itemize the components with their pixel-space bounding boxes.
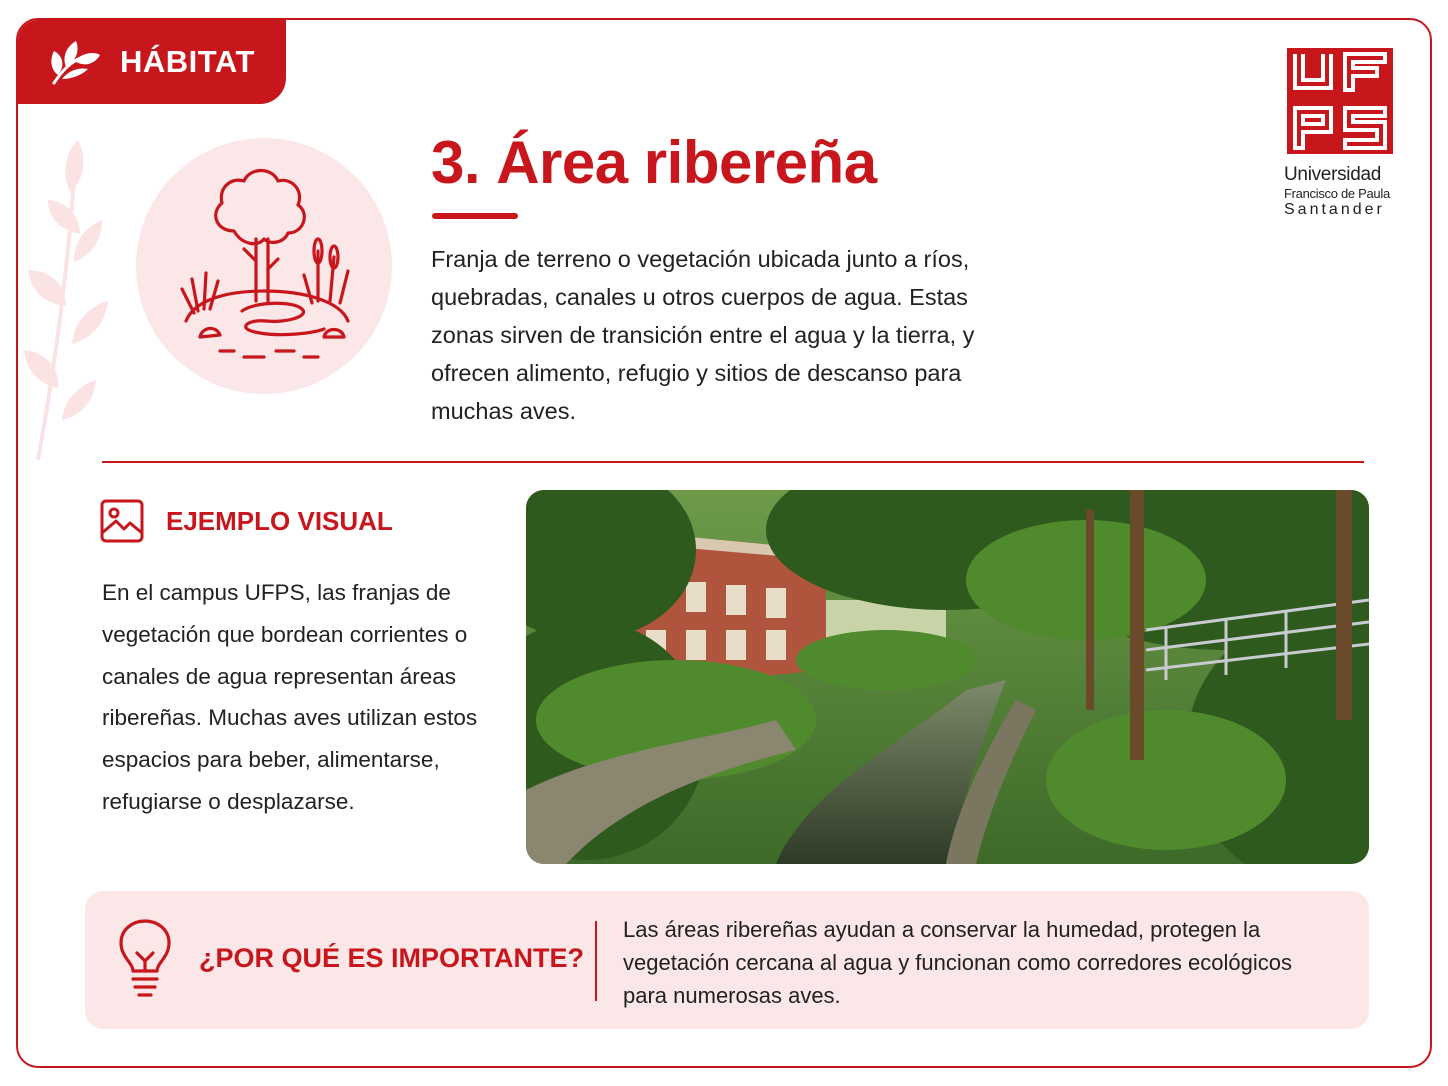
campus-stream-photo	[526, 490, 1369, 864]
logo-line-1: Universidad	[1284, 164, 1382, 185]
example-heading	[100, 499, 393, 543]
importance-separator	[595, 921, 597, 1001]
riparian-illustration	[136, 138, 392, 394]
logo-line-2: Francisco de Paula	[1284, 186, 1390, 201]
logo-line-3: Santander	[1284, 201, 1385, 218]
image-icon	[100, 499, 144, 543]
example-title: EJEMPLO VISUAL	[166, 505, 393, 536]
habitat-card	[16, 18, 1432, 1068]
tag-label: HÁBITAT	[120, 44, 255, 79]
importance-text: Las áreas ribereñas ayudan a conservar la humedad, protegen la vegetación cercana al agua y funcionan como corredores ecológicos para numerosas aves.	[623, 917, 1292, 1008]
page-title: 3. Área ribereña	[431, 129, 877, 196]
leaves-icon	[48, 39, 102, 85]
habitat-description: Franja de terreno o vegetación ubicada junto a ríos, quebradas, canales u otros cuerpos de agua. Estas zonas sirven de transición entre el agua y la tierra, y ofrecen alimento, refugio y sitios de descanso para muchas aves.	[431, 246, 975, 424]
ufps-logo	[1284, 48, 1400, 219]
tree-river-icon	[164, 161, 364, 371]
decorative-leaves-icon	[18, 130, 128, 470]
example-text: En el campus UFPS, las franjas de vegetación que bordean corrientes o canales de agua representan áreas ribereñas. Muchas aves utilizan estos espacios para beber, alimentarse, refugiarse o desplazarse.	[102, 580, 478, 814]
photo-illustration	[526, 490, 1369, 864]
importance-title: ¿POR QUÉ ES IMPORTANTE?	[199, 943, 585, 973]
habitat-tag	[18, 20, 286, 104]
section-divider	[102, 461, 1364, 463]
lightbulb-icon	[115, 917, 175, 999]
title-underline	[432, 213, 518, 219]
ufps-logo-mark	[1287, 48, 1393, 154]
importance-panel	[85, 891, 1369, 1029]
